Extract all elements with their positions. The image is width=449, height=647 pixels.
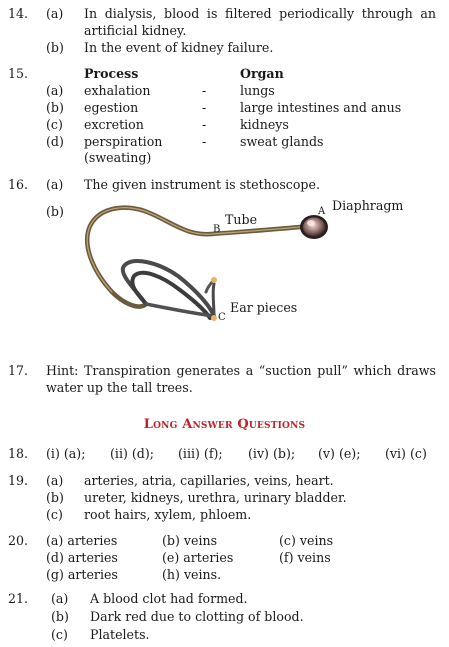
q21-row-text: Platelets.	[90, 627, 150, 642]
q19-row-text: root hairs, xylem, phloem.	[84, 507, 252, 522]
q20-cell: (e) arteries	[162, 550, 234, 565]
q21-row-text: A blood clot had formed.	[90, 591, 248, 606]
label-tube: Tube	[225, 212, 258, 227]
q19-row-label: (a)	[46, 473, 64, 488]
q15-row-dash: -	[202, 117, 207, 132]
q14-number: 14.	[8, 6, 29, 21]
q15-row-process: perspiration	[84, 134, 163, 149]
q20-cell: (f) veins	[279, 550, 331, 565]
q21-row-label: (c)	[51, 627, 68, 642]
letter-a: A	[318, 206, 326, 217]
q16-a-label: (a)	[46, 177, 64, 192]
q20-cell: (c) veins	[279, 533, 334, 548]
q19-row-label: (b)	[46, 490, 64, 505]
q20-cell: (h) veins.	[162, 567, 222, 582]
q15-row-organ: lungs	[240, 83, 275, 98]
q16-b-label: (b)	[46, 204, 64, 219]
q21-number: 21.	[8, 591, 29, 606]
q18-item: (vi) (c)	[385, 446, 427, 461]
q18-item: (i) (a);	[46, 446, 86, 461]
q20-number: 20.	[8, 533, 29, 548]
q15-row-dash: -	[202, 134, 207, 149]
q15-number: 15.	[8, 66, 29, 81]
q19-number: 19.	[8, 473, 29, 488]
q15-row-label: (d)	[46, 134, 64, 149]
q19-row-text: arteries, atria, capillaries, veins, heart.	[84, 473, 334, 488]
q18-number: 18.	[8, 446, 29, 461]
q15-row-process: excretion	[84, 117, 144, 132]
ear-tip	[211, 277, 217, 283]
q14-b-label: (b)	[46, 40, 64, 55]
q15-row-organ: kidneys	[240, 117, 289, 132]
q14-a-text: In dialysis, blood is filtered periodically through an artificial kidney.	[84, 6, 436, 38]
q17-number: 17.	[8, 363, 29, 378]
ear-tip	[211, 315, 217, 321]
q16-number: 16.	[8, 177, 29, 192]
q18-item: (iv) (b);	[248, 446, 296, 461]
q15-row-process: egestion	[84, 100, 139, 115]
q16-a-text: The given instrument is stethoscope.	[84, 177, 320, 192]
label-diaphragm: Diaphragm	[332, 198, 404, 213]
q14-b-text: In the event of kidney failure.	[84, 40, 274, 55]
q20-cell: (g) arteries	[46, 567, 118, 582]
q20-cell: (a) arteries	[46, 533, 118, 548]
q15-row-label: (b)	[46, 100, 64, 115]
q21-row-text: Dark red due to clotting of blood.	[90, 609, 304, 624]
q21-row-label: (b)	[51, 609, 69, 624]
q15-row-dash: -	[202, 83, 207, 98]
q18-item: (ii) (d);	[110, 446, 155, 461]
q18-item: (v) (e);	[318, 446, 361, 461]
q18-item: (iii) (f);	[178, 446, 223, 461]
q15-row-organ: large intestines and anus	[240, 100, 402, 115]
q15-row-process-cont: (sweating)	[84, 150, 152, 165]
q17-text: Hint: Transpiration generates a “suction pull” which draws water up the tall trees.	[46, 363, 436, 395]
q15-row-organ: sweat glands	[240, 134, 324, 149]
q14-a-label: (a)	[46, 6, 64, 21]
q19-row-text: ureter, kidneys, urethra, urinary bladder.	[84, 490, 347, 505]
q19-row-label: (c)	[46, 507, 63, 522]
letter-b: B	[213, 224, 221, 235]
q15-row-label: (c)	[46, 117, 63, 132]
q15-header-process: Process	[84, 66, 139, 81]
q15-row-label: (a)	[46, 83, 64, 98]
q20-cell: (d) arteries	[46, 550, 118, 565]
q21-row-label: (a)	[51, 591, 69, 606]
q15-header-organ: Organ	[240, 66, 284, 81]
diaphragm	[303, 218, 325, 237]
letter-c: C	[218, 312, 226, 323]
section-heading: Long Answer Questions	[143, 417, 306, 432]
ear-pieces	[123, 261, 214, 318]
label-ear-pieces: Ear pieces	[230, 300, 298, 315]
q20-cell: (b) veins	[162, 533, 218, 548]
q15-row-process: exhalation	[84, 83, 151, 98]
q15-row-dash: -	[202, 100, 207, 115]
